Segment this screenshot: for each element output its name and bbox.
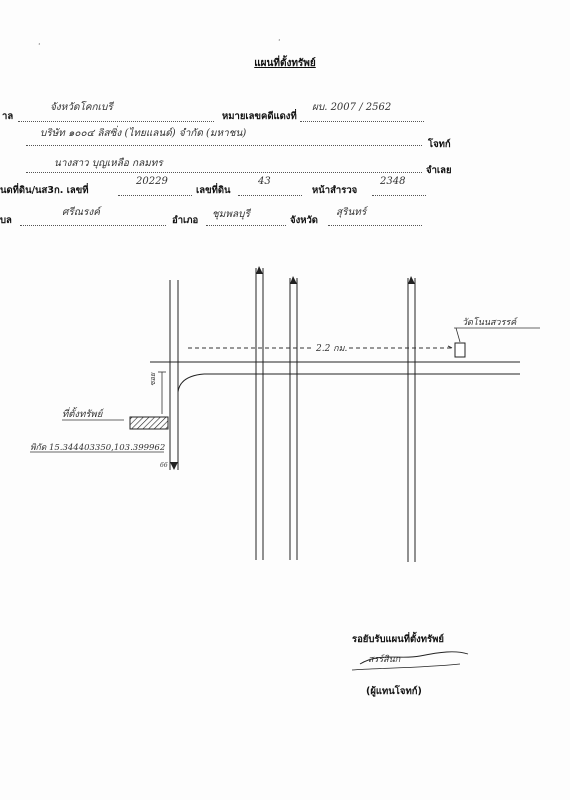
court-label: าล (2, 111, 14, 122)
province-value: สุรินทร์ (336, 207, 367, 218)
district-label: อำเภอ (172, 215, 199, 226)
court-value: จังหวัดโคกเบรี (50, 102, 113, 113)
defendant-label: จำเลย (426, 165, 452, 176)
page-title: แผนที่ตั้งทรัพย์ (254, 58, 316, 69)
coordinates-label: พิกัด 15.344403350,103.399962 (30, 443, 166, 453)
road-label: ซอย (149, 372, 157, 386)
deed-value: 20229 (136, 176, 168, 187)
case-number-value: ผบ. 2007 / 2562 (312, 102, 392, 113)
land-number-label: เลขที่ดิน (196, 185, 231, 196)
survey-page-label: หน้าสำรวจ (312, 185, 358, 196)
subdistrict-label: บล (0, 215, 12, 226)
small-mark: 66 (160, 462, 168, 469)
subdistrict-value: ศรีณรงค์ (62, 207, 100, 218)
certify-label: รอยับรับแผนที่ตั้งทรัพย์ (352, 634, 444, 645)
deed-label: นดที่ดิน/นส3ก. เลขที่ (0, 185, 89, 196)
stray-mark: · (38, 40, 41, 49)
temple-label: วัดโนนสวรรค์ (462, 318, 517, 328)
plaintiff-label: โจทก์ (428, 139, 451, 150)
property-marker (130, 417, 168, 429)
property-label: ที่ตั้งทรัพย์ (62, 409, 103, 420)
distance-label: 2.2 กม. (314, 341, 349, 355)
defendant-value: นางสาว บุญเหลือ กลมทร (54, 158, 163, 169)
province-label: จังหวัด (290, 215, 318, 226)
stray-mark: · (278, 36, 281, 45)
plaintiff-value: บริษัท ๑๐๐๔ ลิสซิ่ง (ไทยแลนด์) จำกัด (มหาชน) (40, 128, 247, 139)
case-number-label: หมายเลขคดีแดงที่ (222, 111, 297, 122)
survey-page-value: 2348 (380, 176, 406, 187)
role-label: (ผู้แทนโจทก์) (366, 686, 422, 697)
land-number-value: 43 (258, 176, 271, 187)
district-value: ชุมพลบุรี (212, 209, 250, 220)
temple-marker (455, 343, 465, 357)
signature: สรร์สินก (368, 655, 401, 665)
